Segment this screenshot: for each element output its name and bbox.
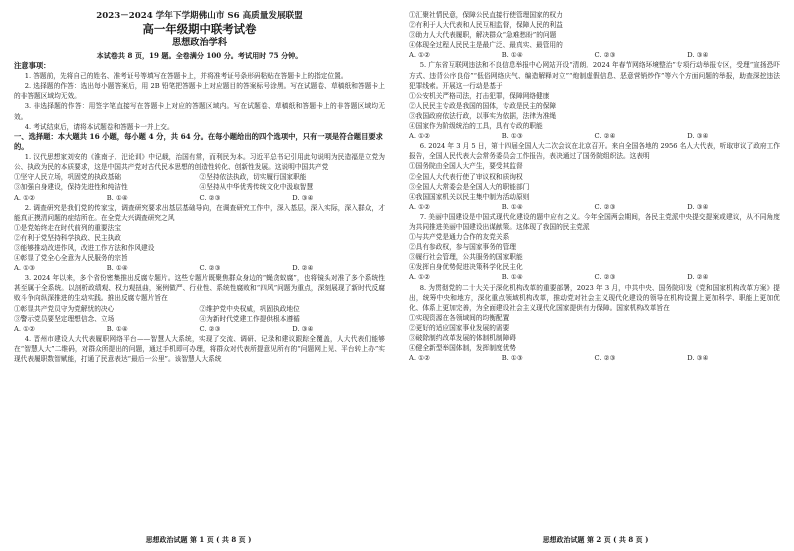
question-stem: 4. 晋州市建设人大代表履职网络平台——智慧人大系统，实现了交流、调研、记录和建议跟踪全覆盖，人大代表们能够在“智慧人大”二维码，对群众所提出的问题，通过手机即可办理，将群众对代表所提意见所有的“问题网上见、平台转上办”实现代表履职数智赋能，打通了民意表达“最后一公里”。该智慧人大系统 xyxy=(14,334,385,364)
choice-a[interactable]: A. ①② xyxy=(409,132,431,141)
choice-row xyxy=(14,263,385,273)
exam-page-2 xyxy=(397,0,794,551)
choice-c[interactable]: C. ②③ xyxy=(199,193,221,202)
question-5 xyxy=(409,60,780,141)
choice-b[interactable]: B. ①④ xyxy=(501,273,523,282)
choice-a[interactable]: A. ①② xyxy=(409,51,431,60)
question-7 xyxy=(409,212,780,283)
question-stem: 6. 2024 年 3 月 5 日，第十四届全国人大二次会议在北京召开。来自全国各地的 2956 名人大代表，听取审议了政府工作报告，全国人民代表大会常务委员会工作报告，表决通过了国务院组织法。这表明 xyxy=(409,142,780,161)
choice-row xyxy=(409,272,780,282)
choice-a[interactable]: A. ①② xyxy=(409,354,431,363)
choice-c[interactable]: C. ②③ xyxy=(199,324,221,333)
question-stem: 2. 调查研究是我们党的传家宝，调查研究要求出基层基础导向，在调查研究工作中，深入基层，深入实际，深入群众，才能真正摸清问题的症结所在。在全党大兴调查研究之风 xyxy=(14,203,385,222)
choice-c[interactable]: C. ②③ xyxy=(594,51,616,60)
option: ②具有参政权，参与国家事务的管理 xyxy=(409,243,516,252)
option: ④坚持从中华优秀传统文化中汲取智慧 xyxy=(199,183,314,192)
choice-b[interactable]: B. ①④ xyxy=(501,202,523,211)
choice-d[interactable]: D. ②④ xyxy=(687,273,709,282)
choice-a[interactable]: A. ①② xyxy=(14,324,36,333)
option: ①是党始终走在时代前列的重要法宝 xyxy=(14,223,121,232)
choice-a[interactable]: A. ①② xyxy=(409,273,431,282)
notice-item: 3. 非选择题的作答：用签字笔直接写在答题卡上对应的答题区域内。写在试题卷、草稿纸和答题卡上的非答题区域均无效。 xyxy=(14,102,385,121)
choice-row xyxy=(409,353,780,363)
option-row xyxy=(14,182,385,192)
choice-c[interactable]: C. ②③ xyxy=(594,273,616,282)
choice-b[interactable]: B. ①④ xyxy=(106,193,128,202)
option: ①彰显共产党员守为党解忧的决心 xyxy=(14,304,115,313)
option: ①坚守人民立场，巩固党的执政基础 xyxy=(14,173,121,182)
choice-d[interactable]: D. ③④ xyxy=(687,202,709,211)
option: ④我国国家机关以民主集中制为活动原则 xyxy=(409,192,530,201)
option: ④发挥自身优势促进决策科学化民主化 xyxy=(409,263,523,272)
option: ②有利于人大代表和人民互相监督，保障人民的利益 xyxy=(409,21,563,30)
question-stem: 8. 为贯彻党的二十大关于深化机构改革的重要部署，2023 年 3 月，中共中央、国务院印发《党和国家机构改革方案》提出，统筹中央和地方，深化重点领域机构改革，推动党对社会主义现代化建设的领导在机构设置上更加科学、职能上更加优化、体系上更加完善，为全面建设社会主义现代化国家提供有力保障。国家机构改革旨在 xyxy=(409,283,780,312)
choice-b[interactable]: B. ①③ xyxy=(501,354,523,363)
exam-info: 本试卷共 8 页，19 题。全卷满分 100 分。考试用时 75 分钟。 xyxy=(96,51,303,60)
choice-row xyxy=(14,193,385,203)
option: ②全国人大代表行使了审议权和质询权 xyxy=(409,172,523,181)
choice-a[interactable]: A. ①② xyxy=(409,202,431,211)
choice-b[interactable]: B. ①③ xyxy=(501,132,523,141)
question-3 xyxy=(14,273,385,334)
option-row xyxy=(14,172,385,182)
option: ④彰显了党全心全意为人民服务的宗旨 xyxy=(14,254,128,263)
question-6 xyxy=(409,141,780,212)
question-stem: 5. 广东省互联网违法和不良信息举报中心网站开设“清朗．2024 年春节网络环境整治”专项行动举报专区，受理“宣扬恐吓方式、违背公序良俗”“低俗网络庆气、编造解释对立”“炮制虚假信息、恶意营销炒作”等六个方面问题的举报，助查深挖违法犯罪线索。开展这一行动是基于 xyxy=(409,61,780,90)
option: ①与共产党是通力合作的友党关系 xyxy=(409,233,510,242)
option-row xyxy=(14,314,385,324)
option: ②坚持依法执政，切实履行国家职能 xyxy=(199,173,307,182)
choice-d[interactable]: D. ③④ xyxy=(687,51,709,60)
exam-title-line-2: 高一年级期中联考试卷 xyxy=(142,22,257,36)
exam-subject: 思想政治学科 xyxy=(171,37,228,48)
choice-row xyxy=(409,202,780,212)
option: ③助力人大代表履职，解决群众“急难愁盼”的问题 xyxy=(409,31,557,40)
exam-title-line-1: 2023－2024 学年下学期佛山市 S6 高质量发展联盟 xyxy=(96,11,303,21)
choice-b[interactable]: B. ①④ xyxy=(106,324,128,333)
option: ④为新时代党建工作提供根本遵循 xyxy=(199,314,300,323)
option: ④体现全过程人民民主是最广泛、最真实、最管用的 xyxy=(409,41,563,50)
option: ④健全新型举国体制，发挥制度优势 xyxy=(409,344,516,353)
choice-c[interactable]: C. ②③ xyxy=(199,264,221,273)
choice-d[interactable]: D. ③④ xyxy=(292,193,314,202)
choice-d[interactable]: D. ②④ xyxy=(292,264,314,273)
option: ③全国人大常委会是全国人大的职能部门 xyxy=(409,182,530,191)
question-1 xyxy=(14,152,385,202)
question-stem: 7. 美丽中国建设是中国式现代化建设的题中应有之义。今年全国两会期间，各民主党派中央提交提案或建议，从不同角度为共同推进美丽中国建设出谋献策。这体现了我国的民主党派 xyxy=(409,212,780,231)
question-2 xyxy=(14,203,385,274)
notice-item: 1. 答题前，先将自己的姓名、准考证号等填写在答题卡上，并将准考证号条形码粘贴在答题卡上的指定位置。 xyxy=(24,72,348,81)
option-row xyxy=(14,304,385,314)
option: ④国家作为阶级统治的工具，具有专政的职能 xyxy=(409,122,543,131)
question-8 xyxy=(409,283,780,364)
question-4 xyxy=(14,334,385,364)
option: ①国务院由全国人大产生，要受其监督 xyxy=(409,162,523,171)
option: ③能够推动改进作风，改进工作方法和作风建设 xyxy=(14,244,155,253)
option: ③履行社会管理，公共服务的国家职能 xyxy=(409,253,523,262)
choice-a[interactable]: A. ①③ xyxy=(14,264,36,273)
option: ①实现资源在各领域间的均衡配置 xyxy=(409,313,510,322)
choice-d[interactable]: D. ③④ xyxy=(292,324,314,333)
choice-d[interactable]: D. ③④ xyxy=(687,354,709,363)
choice-d[interactable]: D. ③④ xyxy=(687,132,709,141)
notice-item: 2. 选择题的作答：选出每小题答案后，用 2B 铅笔把答题卡上对应题目的答案标号涂黑。写在试题卷、草稿纸和答题卡上的非答题区域均无效。 xyxy=(14,82,385,101)
option: ③加强自身建设，保持先进性和纯洁性 xyxy=(14,183,128,192)
option: ②人民民主专政是我国的国体，专政是民主的保障 xyxy=(409,101,557,110)
page-footer: 思想政治试题 第 2 页 ( 共 8 页 ) xyxy=(542,535,649,544)
option: ②维护党中央权威，巩固执政地位 xyxy=(199,304,300,313)
option: ③破除制约改革发展的体制机制障碍 xyxy=(409,334,516,342)
question-stem: 1. 汉代思想家刘安的《淮南子．汜论训》中记载，治国有常，而利民为本。习近平总书记引用此句说明为民造福是立党为公、执政为民的本质要求，这是中国共产党对古代民本思想的创造性转化、创新性发展。这说明中国共产党 xyxy=(14,153,385,172)
choice-row xyxy=(14,324,385,334)
option: ②更好的适应国家事业发展的需要 xyxy=(409,323,510,332)
option: ③警示党员要坚定理想信念、立场 xyxy=(14,314,115,323)
question-4-continued xyxy=(409,10,780,60)
notice-item: 4. 考试结束后，请将本试题卷和答题卡一并上交。 xyxy=(24,122,174,131)
choice-c[interactable]: C. ②③ xyxy=(594,202,616,211)
page-footer: 思想政治试题 第 1 页 ( 共 8 页 ) xyxy=(145,535,252,544)
choice-b[interactable]: B. ①④ xyxy=(501,51,523,60)
option: ③我国政府依法行政，以事实为依据，法律为准绳 xyxy=(409,111,557,120)
option: ①汇聚社情民意，保障公民直接行使管理国家的权力 xyxy=(409,11,563,19)
question-stem: 3. 2024 年以来，多个省份密集推出反腐专题片。这些专题片既聚焦群众身边的“蝇贪蚁腐”，也将镜头对准了多个系统性甚至属于全系统。以剖析政绩观、权力观扭曲，案例做严、行业性、系统性腐败和“四风”问题为重点，深刻展现了新时代反腐败斗争向纵深推进的生动实践。推出反腐专题片旨在 xyxy=(14,274,385,303)
option: ①公安机关严格司法，打击犯罪，保障网络健康 xyxy=(409,91,550,100)
option: ②有利于党坚持科学执政、民主执政 xyxy=(14,233,121,242)
choice-b[interactable]: B. ①④ xyxy=(106,264,128,273)
choice-row xyxy=(409,50,780,60)
choice-a[interactable]: A. ①② xyxy=(14,193,36,202)
choice-row xyxy=(409,131,780,141)
section-heading: 一、选择题：本大题共 16 小题，每小题 4 分，共 64 分。在每小题给出的四个选项中，只有一项是符合题目要求的。 xyxy=(14,131,383,151)
notice-heading: 注意事项： xyxy=(14,61,51,70)
choice-c[interactable]: C. ②③ xyxy=(594,354,616,363)
choice-c[interactable]: C. ②④ xyxy=(594,132,616,141)
